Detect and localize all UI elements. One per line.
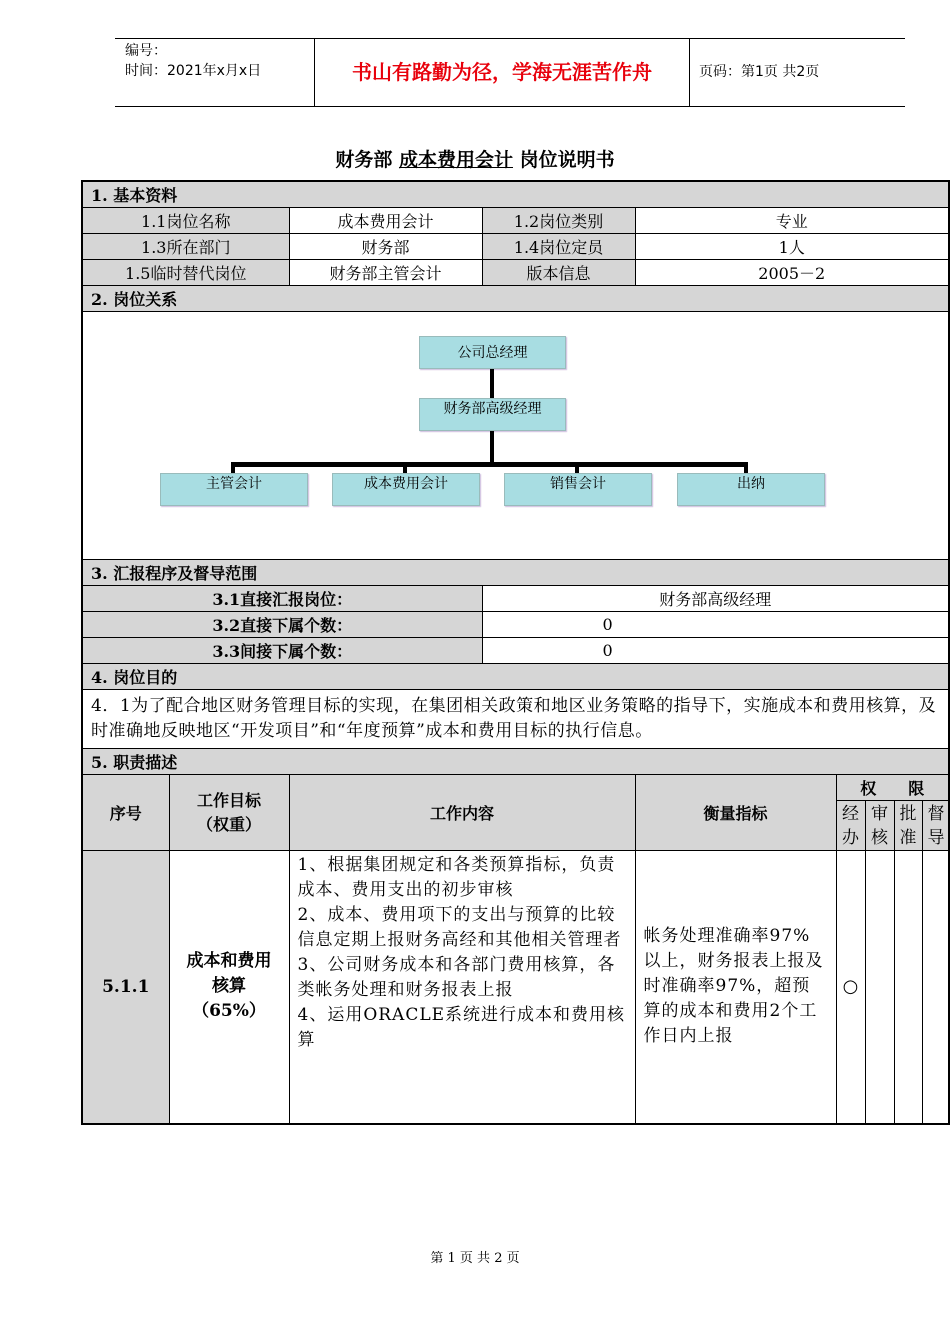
header-page-info: 页码：第1页 共2页: [699, 64, 820, 80]
col-auth-handle: 经办: [836, 801, 865, 851]
org-chart-cell: [82, 312, 949, 560]
report-row: 3.1直接汇报岗位： 财务部高级经理: [82, 586, 949, 612]
time-label: 时间：2021年x月x日: [125, 63, 262, 79]
duty-mark-supervise: [922, 851, 949, 1124]
col-goal: 工作目标 （权重）: [169, 775, 289, 851]
job-purpose-text: 4．1为了配合地区财务管理目标的实现，在集团相关政策和地区业务策略的指导下，实施成本和费用核算，及时准确地反映地区“开发项目”和“年度预算”成本和费用目标的执行信息。: [82, 690, 949, 749]
col-measure: 衡量指标: [635, 775, 836, 851]
org-connector: [231, 462, 747, 467]
duty-mark-handle: ○: [836, 851, 865, 1124]
basic-info-row: 1.1岗位名称 成本费用会计 1.2岗位类别 专业: [82, 208, 949, 234]
basic-info-row: 1.5临时替代岗位 财务部主管会计 版本信息 2005－2: [82, 260, 949, 286]
col-seq: 序号: [82, 775, 169, 851]
document-title: 财务部 成本费用会计 岗位说明书: [335, 149, 615, 171]
col-authority: 权 限: [836, 775, 949, 801]
org-node-child: 销售会计: [504, 473, 652, 506]
role-name: 成本费用会计: [398, 149, 513, 171]
org-connector: [490, 369, 494, 398]
org-node-child: 成本费用会计: [332, 473, 480, 506]
section-1-heading: 1. 基本资料: [82, 181, 949, 208]
org-node-child: 主管会计: [160, 473, 308, 506]
section-4-heading: 4. 岗位目的: [82, 664, 949, 690]
section-5-heading: 5. 职责描述: [82, 749, 949, 775]
section-3-heading: 3. 汇报程序及督导范围: [82, 560, 949, 586]
page-header: [115, 38, 905, 107]
duty-mark-review: [865, 851, 894, 1124]
duty-seq: 5.1.1: [82, 851, 169, 1124]
org-node-top: 公司总经理: [419, 336, 566, 369]
job-description-table: [81, 180, 950, 1125]
section-2-heading: 2. 岗位关系: [82, 286, 949, 312]
report-row: 3.2直接下属个数： 0: [82, 612, 949, 638]
org-node-mid: 财务部高级经理: [419, 398, 566, 431]
duty-row: [82, 851, 949, 1124]
col-auth-supervise: 督导: [922, 801, 949, 851]
org-chart: [83, 312, 900, 559]
col-content: 工作内容: [289, 775, 635, 851]
basic-info-row: 1.3所在部门 财务部 1.4岗位定员 1人: [82, 234, 949, 260]
header-motto: 书山有路勤为径，学海无涯苦作舟: [315, 39, 690, 106]
col-auth-review: 审核: [865, 801, 894, 851]
page-footer: 第 1 页 共 2 页: [430, 1251, 520, 1266]
report-row: 3.3间接下属个数： 0: [82, 638, 949, 664]
header-meta: [115, 39, 315, 106]
org-node-child: 出纳: [677, 473, 825, 506]
number-label: 编号：: [125, 43, 167, 59]
duty-goal: 成本和费用 核算 （65%）: [169, 851, 289, 1124]
duty-measure: 帐务处理准确率97%以上，财务报表上报及时准确率97%，超预算的成本和费用2个工作日内上报: [635, 851, 836, 1124]
col-auth-approve: 批准: [894, 801, 922, 851]
duty-mark-approve: [894, 851, 922, 1124]
org-connector: [490, 431, 494, 462]
duty-content: 1、根据集团规定和各类预算指标，负责成本、费用支出的初步审核 2、成本、费用项下的支出与预算的比较信息定期上报财务高经和其他相关管理者 3、公司财务成本和各部门费用核算，各类帐务处理和财务报表上报 4、运用ORACLE系统进行成本和费用核算: [289, 851, 635, 1124]
